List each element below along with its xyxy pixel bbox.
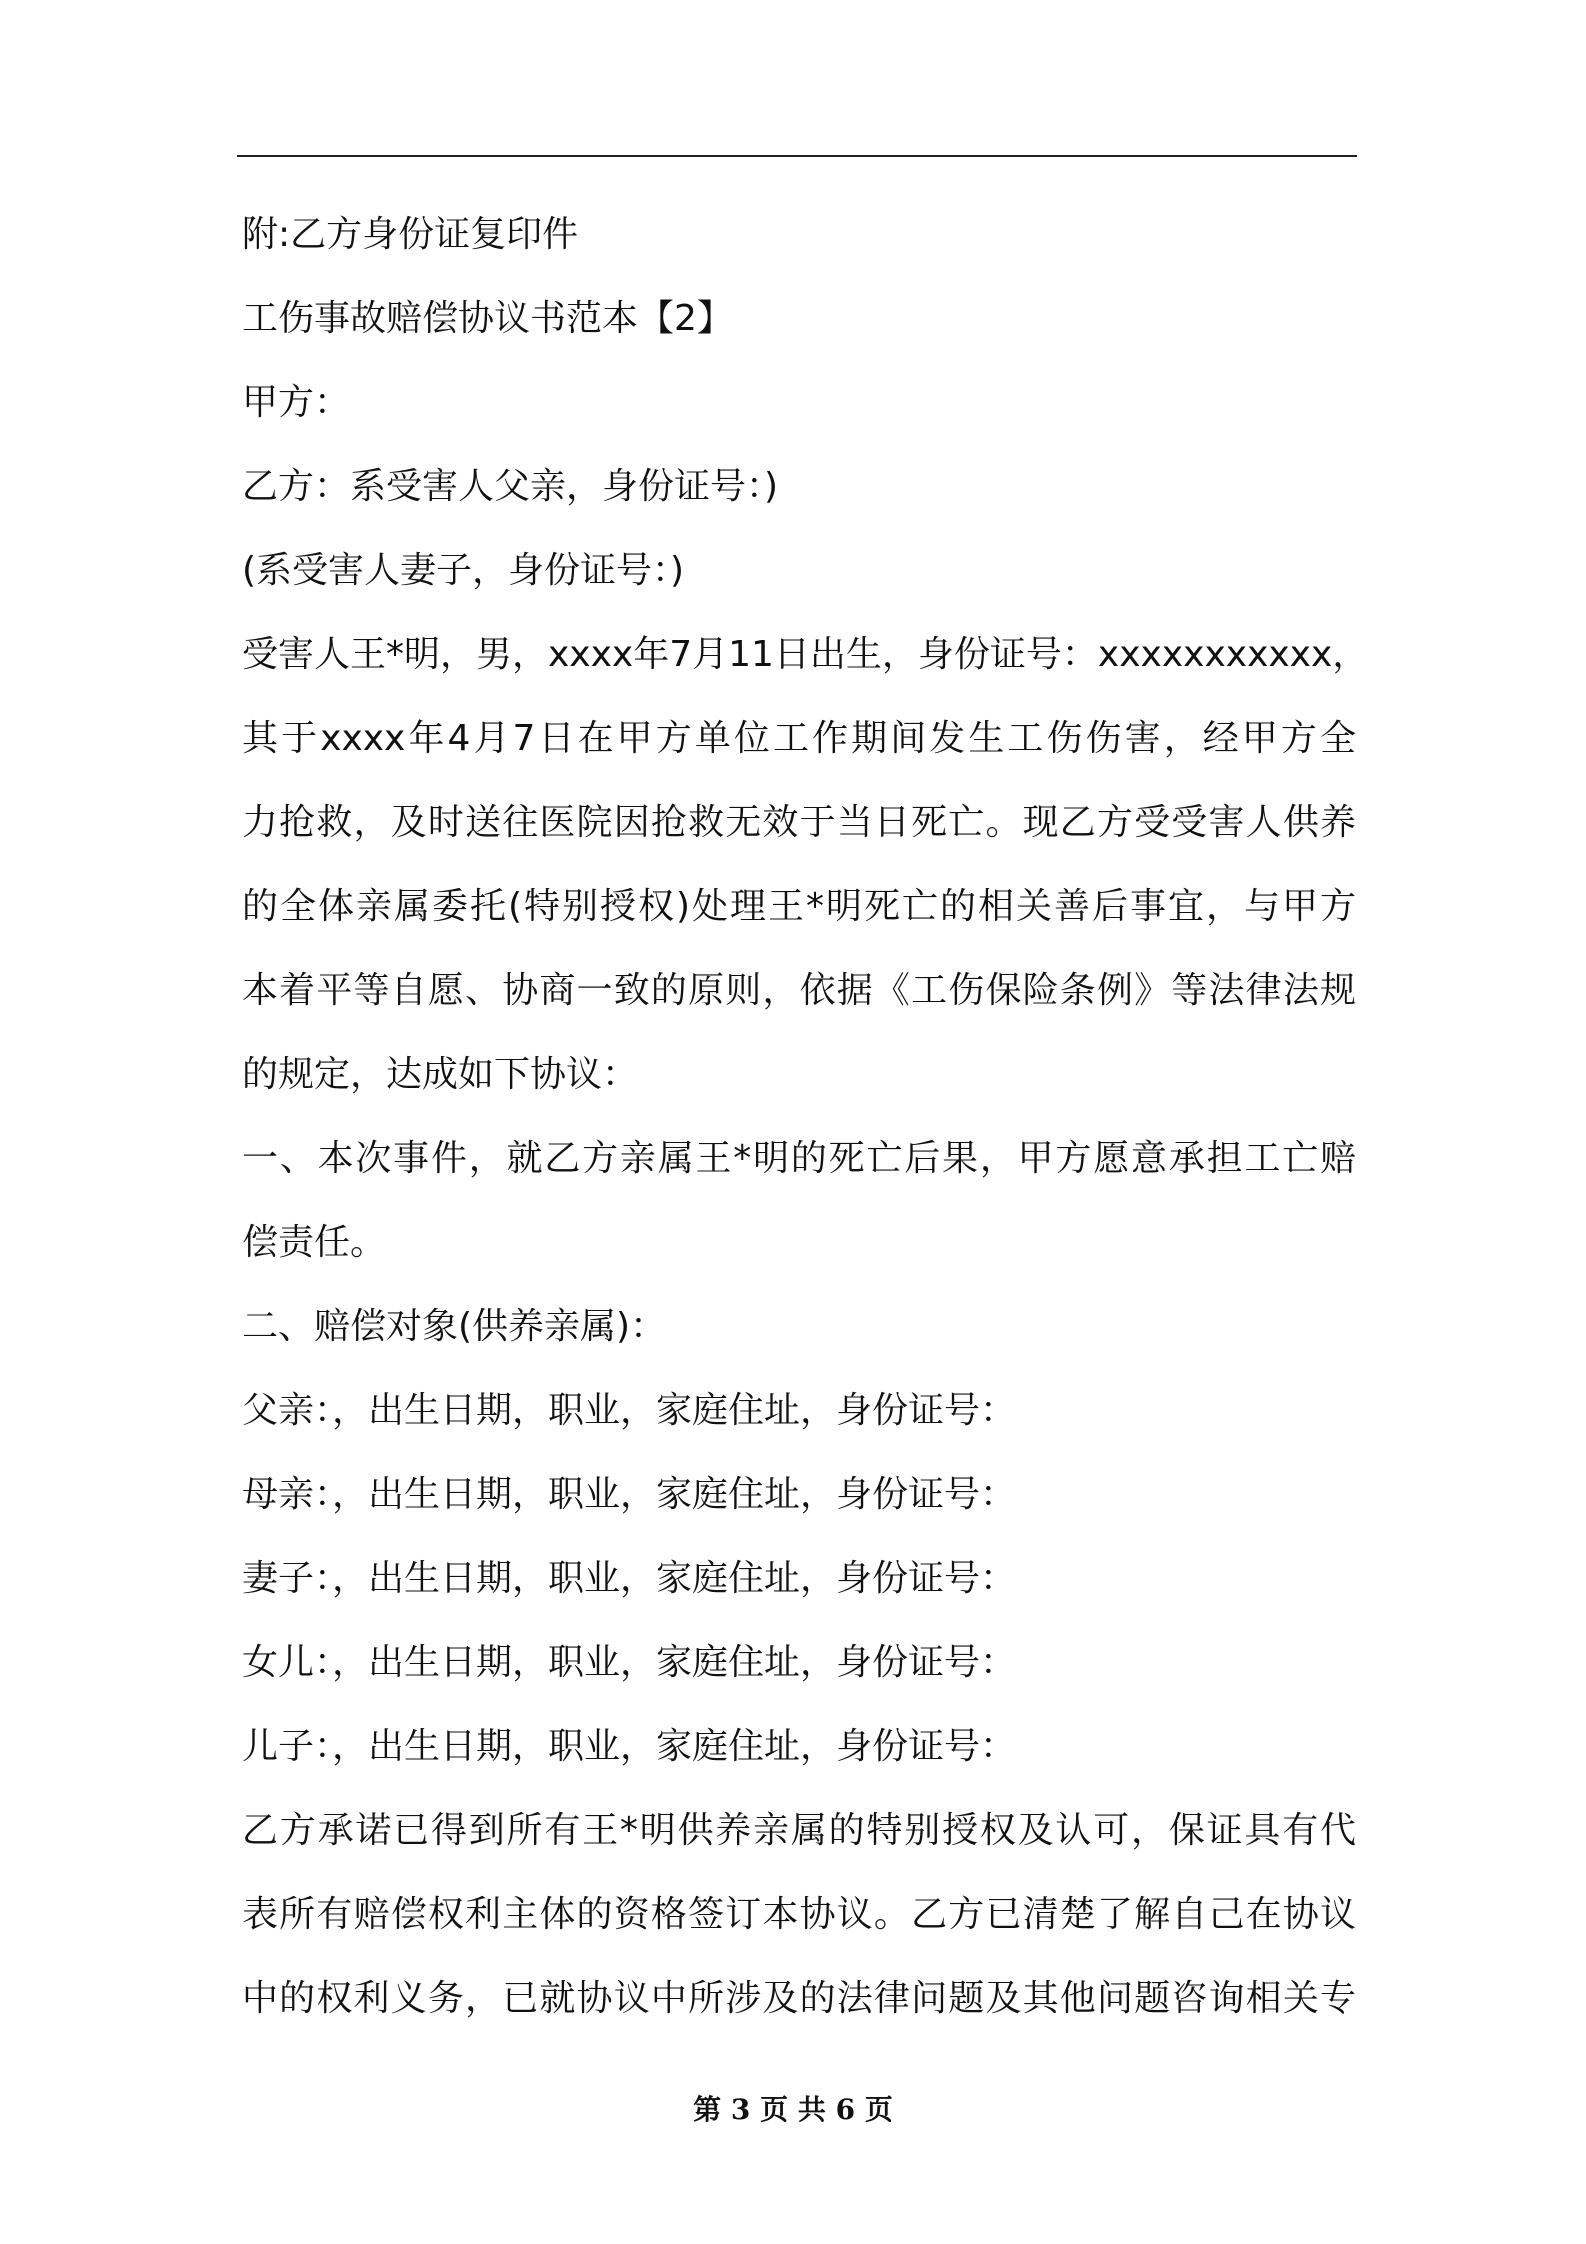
section-title: 工伤事故赔偿协议书范本【2】: [242, 298, 733, 339]
page-number-text: 第 3 页 共 6 页: [693, 2093, 893, 2126]
dependent-daughter-line: 女儿：，出生日期，职业，家庭住址，身份证号：: [242, 1642, 1017, 1683]
clause-two-heading: 二、赔偿对象(供养亲属)：: [242, 1306, 667, 1347]
paragraph-line: 中的权利义务，已就协议中所涉及的法律问题及其他问题咨询相关专: [242, 1978, 1356, 2019]
paragraph-line: 的规定，达成如下协议：: [242, 1054, 639, 1095]
party-a-line: 甲方：: [242, 382, 351, 423]
party-b-line: 乙方：系受害人父亲，身份证号：): [242, 466, 779, 507]
clause-one-line: 偿责任。: [242, 1222, 387, 1263]
party-b-spouse-line: (系受害人妻子，身份证号：): [242, 550, 685, 591]
paragraph-line: 表所有赔偿权利主体的资格签订本协议。乙方已清楚了解自己在协议: [242, 1894, 1356, 1935]
paragraph-line: 力抢救，及时送往医院因抢救无效于当日死亡。现乙方受受害人供养: [242, 802, 1356, 843]
dependent-wife-line: 妻子：，出生日期，职业，家庭住址，身份证号：: [242, 1558, 1017, 1599]
document-body: [242, 193, 1369, 2041]
paragraph-line: 乙方承诺已得到所有王*明供养亲属的特别授权及认可，保证具有代: [242, 1810, 1356, 1851]
paragraph-line: 的全体亲属委托(特别授权)处理王*明死亡的相关善后事宜，与甲方: [242, 886, 1356, 927]
paragraph-line: 其于xxxx年4月7日在甲方单位工作期间发生工伤伤害，经甲方全: [242, 718, 1356, 759]
header-divider: [237, 155, 1357, 157]
attachment-note: 附:乙方身份证复印件: [242, 214, 579, 255]
dependent-father-line: 父亲：，出生日期，职业，家庭住址，身份证号：: [242, 1390, 1017, 1431]
dependent-son-line: 儿子：，出生日期，职业，家庭住址，身份证号：: [242, 1726, 1017, 1767]
paragraph-line: 本着平等自愿、协商一致的原则，依据《工伤保险条例》等法律法规: [242, 970, 1356, 1011]
page-number-footer: [0, 2092, 1586, 2128]
clause-one-line: 一、本次事件，就乙方亲属王*明的死亡后果，甲方愿意承担工亡赔: [242, 1138, 1356, 1179]
dependent-mother-line: 母亲：，出生日期，职业，家庭住址，身份证号：: [242, 1474, 1017, 1515]
paragraph-line: 受害人王*明，男，xxxx年7月11日出生，身份证号：xxxxxxxxxxx，: [242, 634, 1369, 675]
